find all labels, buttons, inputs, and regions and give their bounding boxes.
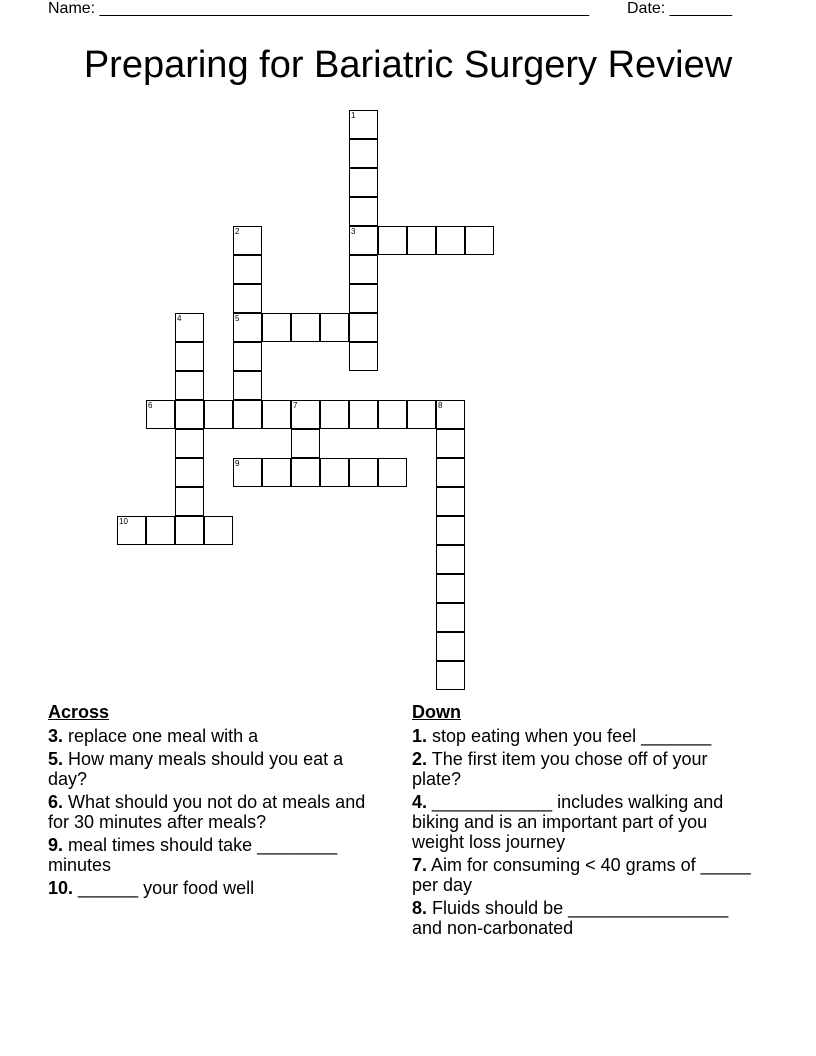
crossword-cell[interactable] [378,400,407,429]
clue-number: 2. [412,749,428,769]
crossword-cell[interactable] [262,458,291,487]
crossword-cell[interactable] [175,371,204,400]
crossword-cell[interactable] [175,516,204,545]
crossword-cell[interactable] [233,342,262,371]
crossword-cell[interactable] [436,516,465,545]
name-field[interactable]: Name: _______________________________________________________ [48,0,589,17]
crossword-cell[interactable] [233,458,262,487]
crossword-cell[interactable] [175,429,204,458]
crossword-cell[interactable] [349,168,378,197]
crossword-cell[interactable] [436,487,465,516]
clue-down-7 [412,855,752,895]
crossword-cell[interactable] [233,371,262,400]
crossword-cell[interactable] [436,661,465,690]
clue-text: Fluids should be ________________ and non-carbonated [412,898,729,938]
crossword-cell[interactable] [349,400,378,429]
crossword-cell[interactable] [349,458,378,487]
cell-number: 3 [351,227,356,236]
clue-text: replace one meal with a [68,726,259,746]
clue-text: Aim for consuming < 40 grams of _____ per day [412,855,751,895]
crossword-cell[interactable] [349,197,378,226]
cell-number: 1 [351,111,356,120]
clue-across-9 [48,835,383,875]
across-clues [48,702,383,901]
crossword-cell[interactable] [378,226,407,255]
crossword-cell[interactable] [436,574,465,603]
cell-number: 6 [148,401,153,410]
clue-across-5 [48,749,383,789]
crossword-cell[interactable] [349,255,378,284]
date-field[interactable]: Date: _______ [627,0,732,17]
cell-number: 7 [293,401,298,410]
crossword-cell[interactable] [175,458,204,487]
crossword-cell[interactable] [204,400,233,429]
crossword-cell[interactable] [436,632,465,661]
crossword-cell[interactable] [262,400,291,429]
clue-down-4 [412,792,752,852]
crossword-cell[interactable] [465,226,494,255]
crossword-cell[interactable] [349,110,378,139]
crossword-cell[interactable] [291,313,320,342]
crossword-cell[interactable] [436,226,465,255]
clue-across-6 [48,792,383,832]
clue-number: 8. [412,898,428,918]
page-title: Preparing for Bariatric Surgery Review [83,44,733,86]
crossword-cell[interactable] [349,313,378,342]
clue-down-2 [412,749,752,789]
crossword-cell[interactable] [291,400,320,429]
clue-text: ____________ includes walking and biking and is an important part of you weight loss journey [412,792,724,852]
crossword-cell[interactable] [175,313,204,342]
crossword-cell[interactable] [233,226,262,255]
clue-text: What should you not do at meals and for 30 minutes after meals? [48,792,366,832]
clue-across-3 [48,726,383,746]
down-heading: Down [412,702,461,722]
crossword-cell[interactable] [262,313,291,342]
across-heading: Across [48,702,110,722]
crossword-cell[interactable] [233,400,262,429]
clue-number: 10. [48,878,74,898]
clue-down-1 [412,726,752,746]
clue-number: 5. [48,749,64,769]
crossword-cell[interactable] [436,458,465,487]
crossword-cell[interactable] [407,226,436,255]
crossword-cell[interactable] [204,516,233,545]
crossword-cell[interactable] [320,313,349,342]
clue-text: meal times should take ________ minutes [48,835,338,875]
clue-number: 6. [48,792,64,812]
crossword-cell[interactable] [117,516,146,545]
crossword-cell[interactable] [291,458,320,487]
crossword-cell[interactable] [233,255,262,284]
crossword-cell[interactable] [233,313,262,342]
crossword-cell[interactable] [175,400,204,429]
clue-number: 1. [412,726,428,746]
cell-number: 4 [177,314,182,323]
down-clues [412,702,752,941]
cell-number: 10 [119,517,128,526]
clue-text: The first item you chose off of your plate? [412,749,708,789]
crossword-cell[interactable] [378,458,407,487]
crossword-cell[interactable] [233,284,262,313]
crossword-cell[interactable] [320,458,349,487]
clue-number: 4. [412,792,428,812]
clue-text: How many meals should you eat a day? [48,749,344,789]
clue-across-10 [48,878,383,898]
clue-text: stop eating when you feel _______ [432,726,712,746]
cell-number: 2 [235,227,240,236]
crossword-cell[interactable] [320,400,349,429]
clue-text: ______ your food well [78,878,255,898]
cell-number: 9 [235,459,240,468]
crossword-cell[interactable] [436,603,465,632]
clue-number: 9. [48,835,64,855]
crossword-cell[interactable] [436,545,465,574]
crossword-cell[interactable] [349,342,378,371]
crossword-cell[interactable] [146,516,175,545]
crossword-cell[interactable] [436,429,465,458]
clue-down-8 [412,898,752,938]
crossword-cell[interactable] [349,284,378,313]
clue-number: 3. [48,726,64,746]
crossword-cell[interactable] [436,400,465,429]
crossword-cell[interactable] [407,400,436,429]
crossword-cell[interactable] [146,400,175,429]
crossword-cell[interactable] [349,139,378,168]
crossword-cell[interactable] [175,342,204,371]
crossword-cell[interactable] [175,487,204,516]
cell-number: 5 [235,314,240,323]
crossword-cell[interactable] [349,226,378,255]
cell-number: 8 [438,401,443,410]
clue-number: 7. [412,855,428,875]
crossword-cell[interactable] [291,429,320,458]
